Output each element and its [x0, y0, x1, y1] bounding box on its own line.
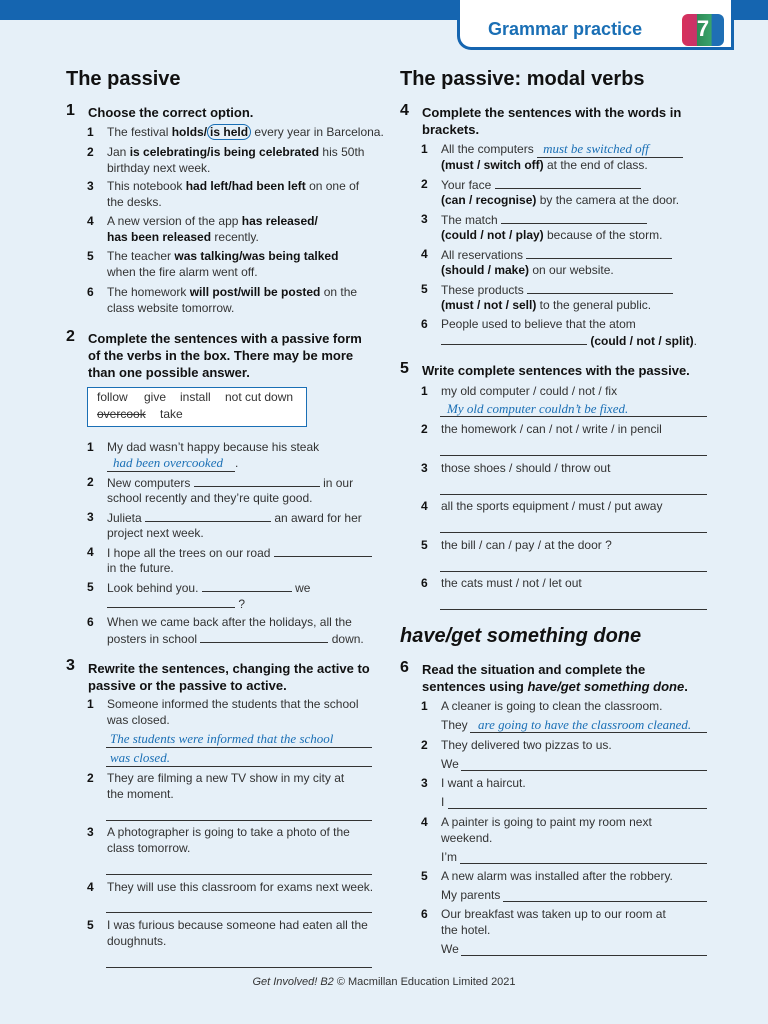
word: take — [160, 407, 183, 421]
list-item: 5 The teacher was talking/was being talked when the fire alarm went off. — [87, 249, 339, 279]
list-item: 3 This notebook had left/had been left on one of the desks. — [87, 179, 360, 209]
exercise-number: 4 — [400, 102, 409, 119]
option-pair[interactable]: has been released — [107, 230, 212, 244]
list-item: 3 The match (could / not / play) because of the storm. — [421, 212, 663, 242]
answer-field[interactable]: must be switched off — [537, 141, 683, 158]
answer-blank[interactable] — [145, 509, 271, 522]
answer-blank[interactable] — [501, 211, 647, 224]
answer-line[interactable] — [440, 416, 707, 417]
list-item: 5 the bill / can / pay / at the door ? — [421, 538, 612, 552]
answer-line[interactable] — [440, 455, 707, 456]
section-title-have-get: have/get something done — [400, 625, 642, 647]
list-item: 2 Jan is celebrating/is being celebrated his 50th birthday next week. — [87, 145, 365, 175]
exercise-instruction: passive or the passive to active. — [88, 678, 287, 693]
list-item: 2 New computers in our school recently and they’re quite good. — [87, 475, 354, 505]
exercise-instruction: Rewrite the sentences, changing the active to — [88, 661, 370, 676]
option-pair[interactable]: has released/ — [241, 214, 318, 228]
list-item: 1 Someone informed the students that the school was closed. — [87, 697, 359, 727]
answer-blank[interactable] — [107, 595, 235, 608]
answer-text: The students were informed that the school — [110, 731, 334, 746]
list-item: 4 A painter is going to paint my room next weekend. I’m — [421, 815, 652, 864]
exercise-instruction: Write complete sentences with the passive. — [422, 363, 690, 378]
section-title-passive: The passive — [66, 68, 181, 90]
list-item: 3 those shoes / should / throw out — [421, 461, 611, 475]
unit-badge — [682, 14, 724, 46]
list-item: 5 I was furious because someone had eaten all the doughnuts. — [87, 918, 368, 948]
list-item: 6 The homework will post/will be posted on the class website tomorrow. — [87, 285, 358, 315]
answer-text: was closed. — [110, 750, 170, 765]
answer-line[interactable] — [106, 912, 372, 913]
list-item: 6 Our breakfast was taken up to our room at the hotel. We — [421, 907, 666, 956]
word: install — [180, 390, 211, 404]
answer-line[interactable] — [503, 901, 707, 902]
list-item: 1 All the computers must be switched off (must / switch off) at the end of class. — [421, 141, 721, 175]
list-item: 5 Look behind you. we ? — [87, 580, 311, 611]
exercise-number: 1 — [66, 102, 75, 119]
answer-line[interactable] — [460, 863, 707, 864]
word: follow — [97, 390, 128, 404]
answer-blank[interactable] — [495, 176, 641, 189]
exercise-number: 5 — [400, 360, 409, 377]
option-holds[interactable]: holds/ — [171, 125, 208, 139]
exercise-number: 2 — [66, 328, 75, 345]
list-item: 3 Julieta an award for her project next week. — [87, 510, 362, 540]
answer-line[interactable] — [440, 532, 707, 533]
answer-line[interactable] — [106, 820, 372, 821]
list-item: 1 My dad wasn’t happy because his steak had been overcooked . — [87, 440, 320, 470]
list-item: 3 I want a haircut. I — [421, 776, 526, 809]
list-item: 6 People used to believe that the atom (could / not / split). — [421, 317, 698, 348]
answer-line[interactable] — [448, 808, 707, 809]
list-item: 2 They delivered two pizzas to us. We — [421, 738, 612, 771]
list-item: 6 When we came back after the holidays, all the posters in school down. — [87, 615, 364, 646]
answer-blank[interactable] — [194, 474, 320, 487]
answer-blank[interactable] — [526, 246, 672, 259]
option-pair[interactable]: will post/will be posted — [189, 285, 321, 299]
option-pair[interactable]: was talking/was being talked — [174, 249, 339, 263]
answer-line[interactable] — [461, 955, 707, 956]
list-item: 2 They are filming a new TV show in my city at the moment. — [87, 771, 345, 801]
answer-blank[interactable] — [200, 630, 328, 643]
answer-line[interactable] — [440, 609, 707, 610]
option-pair[interactable]: is celebrating/is being celebrated — [129, 145, 320, 159]
list-item: 5 A new alarm was installed after the robbery. My parents — [421, 869, 673, 902]
list-item: 4 A new version of the app has released/ has been released recently. — [87, 214, 318, 244]
footer-credit: Get Involved! B2 © Macmillan Education Limited 2021 — [252, 976, 516, 988]
list-item: 5 These products (must / not / sell) to the general public. — [421, 281, 721, 315]
list-item: 4 all the sports equipment / must / put away — [421, 499, 663, 513]
exercise-number: 3 — [66, 657, 75, 674]
exercise-number: 6 — [400, 659, 409, 676]
list-item: 1 my old computer / could / not / fix — [421, 384, 618, 398]
list-item: 2 the homework / can / not / write / in pencil — [421, 422, 662, 436]
option-is-held-circled[interactable]: is held — [207, 124, 251, 140]
list-item: 4 They will use this classroom for exams next week. — [87, 880, 374, 894]
answer-line[interactable] — [470, 732, 707, 733]
word-crossed-out: overcook — [97, 407, 146, 421]
exercise-instruction: Read the situation and complete the — [422, 662, 646, 677]
answer-line[interactable] — [106, 967, 372, 968]
answer-text: My old computer couldn’t be fixed. — [447, 401, 629, 416]
answer-line[interactable] — [106, 874, 372, 875]
word: not cut down — [225, 390, 294, 404]
answer-line[interactable] — [440, 494, 707, 495]
exercise-instruction: than one possible answer. — [88, 365, 250, 380]
word-box — [87, 387, 307, 427]
word: give — [144, 390, 167, 404]
section-title-modal: The passive: modal verbs — [400, 68, 645, 90]
list-item: 3 A photographer is going to take a photo of the class tomorrow. — [87, 825, 350, 855]
answer-line[interactable] — [106, 747, 372, 748]
exercise-instruction: of the verbs in the box. There may be more — [88, 348, 354, 363]
exercise-instruction: sentences using have/get something done. — [422, 679, 688, 694]
exercise-instruction: Complete the sentences with the words in — [422, 105, 682, 120]
option-pair[interactable]: had left/had been left — [185, 179, 306, 193]
list-item: 2 Your face (can / recognise) by the camera at the door. — [421, 177, 680, 207]
exercise-instruction: Choose the correct option. — [88, 105, 254, 120]
list-item: 4 All reservations (should / make) on our website. — [421, 246, 721, 280]
answer-line[interactable] — [461, 770, 707, 771]
list-item: 6 the cats must / not / let out — [421, 576, 582, 590]
list-item: 1 The festival holds/ is held every year in Barcelona. — [87, 125, 384, 139]
exercise-instruction: brackets. — [422, 122, 480, 137]
answer-line[interactable] — [106, 766, 372, 767]
answer-blank[interactable] — [274, 544, 372, 557]
answer-field[interactable]: had been overcooked — [107, 455, 235, 472]
answer-blank[interactable] — [441, 332, 587, 345]
unit-number: 7 — [696, 16, 710, 41]
answer-blank[interactable] — [202, 579, 292, 592]
header-title: Grammar practice — [488, 19, 643, 39]
answer-line[interactable] — [440, 571, 707, 572]
grammar-practice-header — [457, 0, 734, 50]
answer-blank[interactable] — [527, 281, 673, 294]
exercise-instruction: Complete the sentences with a passive form — [88, 331, 362, 346]
list-item: 4 I hope all the trees on our road in the future. — [87, 544, 387, 578]
answer-text: are going to have the classroom cleaned. — [478, 717, 692, 732]
list-item: 1 A cleaner is going to clean the classroom. They — [421, 699, 663, 732]
